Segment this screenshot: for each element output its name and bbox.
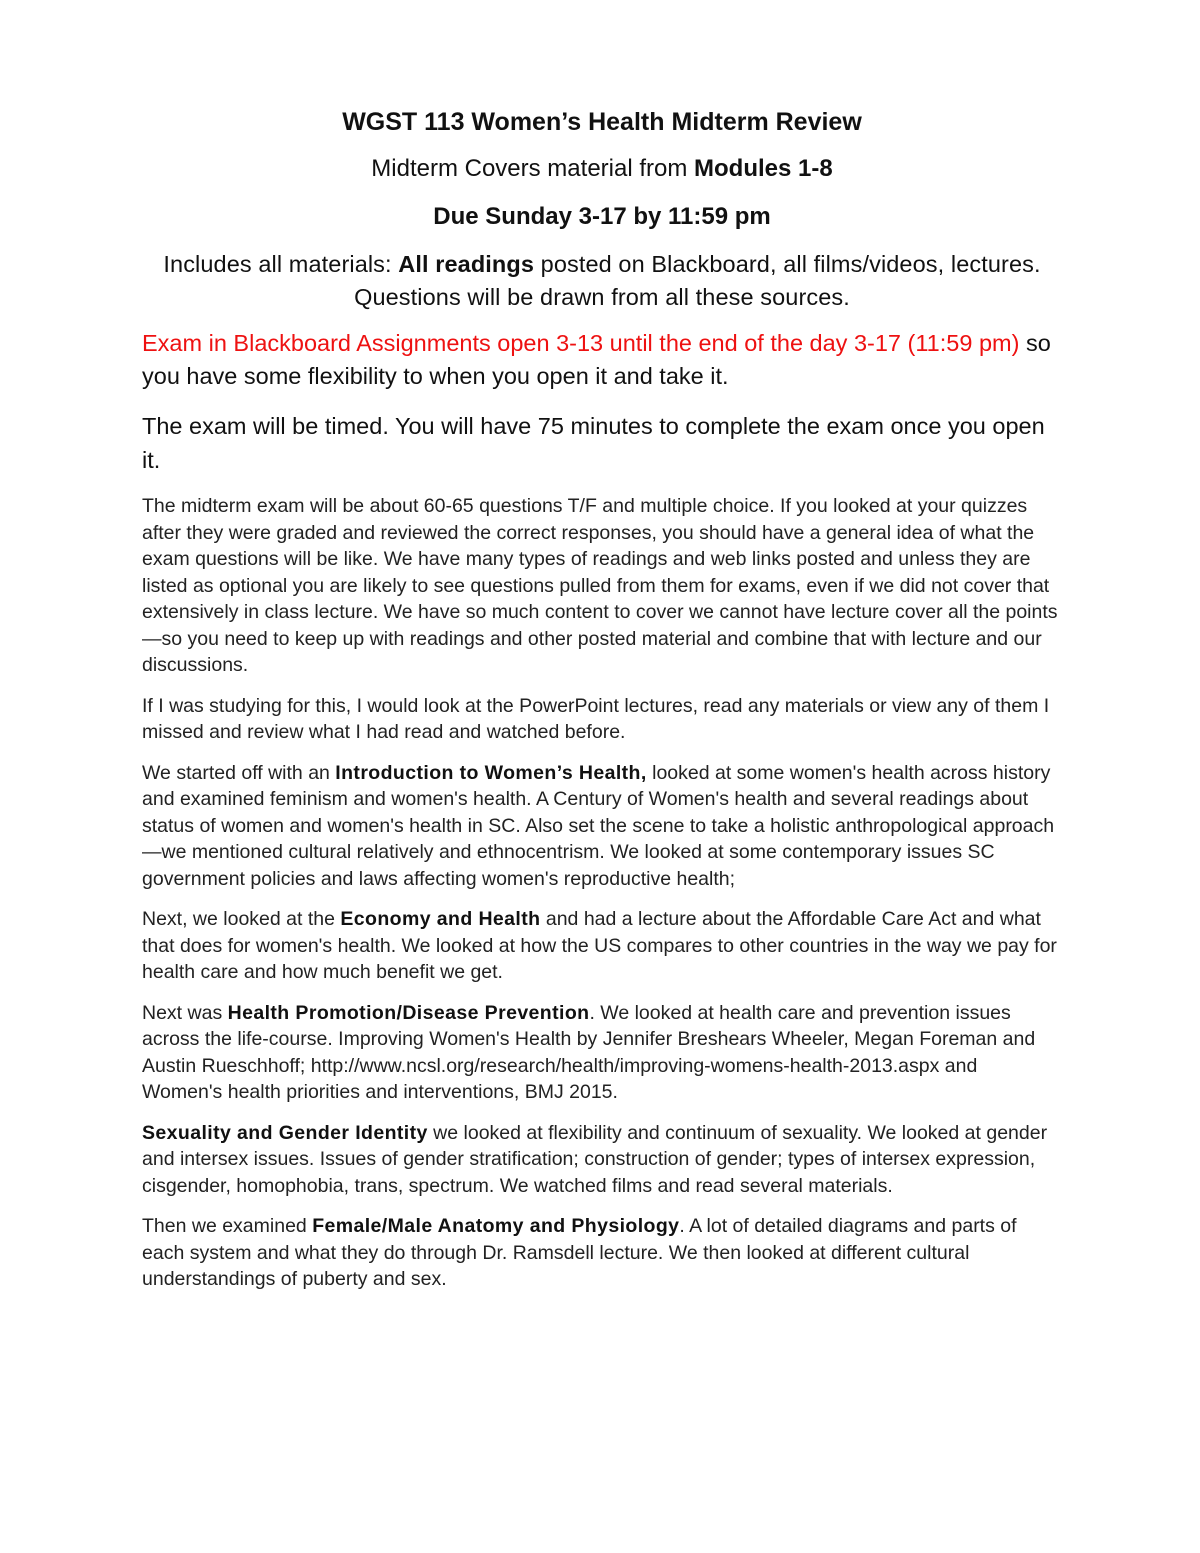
p7-suffix: . A lot of detailed diagrams and parts of each system and what they do through Dr. Ramsdell lecture. We then looked at different cultural understandings of puberty and sex. bbox=[142, 1215, 1017, 1290]
paragraph-exam-format: The midterm exam will be about 60-65 questions T/F and multiple choice. If you looked at your quizzes after they were graded and reviewed the correct responses, you should have a general idea of what the exam questions will be like. We have many types of readings and web links posted and unless they are listed as optional you are likely to see questions pulled from them for exams, even if we did not cover that extensively in class lecture. We have so much content to cover we cannot have lecture cover all the points—so you need to keep up with readings and other posted material and combine that with lecture and our discussions. bbox=[142, 495, 1058, 676]
exam-window-notice bbox=[142, 327, 1062, 393]
p3-topic: Introduction to Women’s Health, bbox=[335, 761, 647, 784]
p4-suffix: and had a lecture about the Affordable Care Act and what that does for women's health. We looked at how the US compares to other countries in the way we pay for health care and how much benefit we get. bbox=[142, 908, 1057, 983]
exam-window-highlight: Exam in Blackboard Assignments open 3-13 until the end of the day 3-17 (11:59 pm) bbox=[142, 330, 1020, 356]
paragraph-anatomy bbox=[142, 1213, 1062, 1293]
document-page bbox=[142, 104, 1062, 1307]
document-title: WGST 113 Women’s Health Midterm Review bbox=[342, 108, 862, 136]
p3-suffix: looked at some women's health across history and examined feminism and women's health. A Century of Women's health and several readings about status of women and women's health in SC. Also set the scene to take a holistic anthropological approach—we mentioned cultural relatively and ethnocentrism. We looked at some contemporary issues SC government policies and laws affecting women's reproductive health; bbox=[142, 761, 1055, 890]
paragraph-sexuality bbox=[142, 1120, 1062, 1200]
p6-suffix: we looked at flexibility and continuum of sexuality. We looked at gender and intersex issues. Issues of gender stratification; construction of gender; types of intersex expression, cisgender, homophobia, trans, spectrum. We watched films and read several materials. bbox=[142, 1121, 1048, 1197]
paragraph-introduction bbox=[142, 760, 1062, 893]
p6-topic: Sexuality and Gender Identity bbox=[142, 1121, 428, 1144]
paragraph-health-promotion bbox=[142, 1000, 1062, 1106]
p5-suffix: . We looked at health care and prevention issues across the life-course. Improving Women's Health by Jennifer Breshears Wheeler, Megan Foreman and Austin Rueschhoff; http://www.ncsl.org/research/health/improving-womens-health-2013.aspx and Women's health priorities and interventions, BMJ 2015. bbox=[142, 1001, 1036, 1103]
timed-notice: The exam will be timed. You will have 75 minutes to complete the exam once you open it. bbox=[142, 413, 1045, 473]
includes-readings: All readings bbox=[398, 251, 535, 277]
p7-topic: Female/Male Anatomy and Physiology bbox=[312, 1215, 680, 1237]
covers-modules: Modules 1-8 bbox=[694, 155, 833, 182]
covers-prefix: Midterm Covers material from bbox=[371, 155, 695, 182]
p4-prefix: Next, we looked at the bbox=[142, 908, 341, 930]
materials-included bbox=[142, 248, 1062, 314]
modules-covered bbox=[142, 152, 1062, 186]
p4-topic: Economy and Health bbox=[340, 908, 541, 930]
includes-prefix: Includes all materials: bbox=[163, 251, 399, 277]
paragraph-study-advice: If I was studying for this, I would look at the PowerPoint lectures, read any materials or view any of them I missed and review what I had read and watched before. bbox=[142, 694, 1050, 743]
exam-window-rest: so you have some flexibility to when you open it and take it. bbox=[142, 330, 1051, 389]
p5-prefix: Next was bbox=[142, 1001, 228, 1024]
includes-suffix: posted on Blackboard, all films/videos, lectures. Questions will be drawn from all these sources. bbox=[354, 251, 1041, 310]
paragraph-economy bbox=[142, 906, 1062, 986]
due-date: Due Sunday 3-17 by 11:59 pm bbox=[433, 203, 771, 230]
p3-prefix: We started off with an bbox=[142, 761, 336, 784]
p7-prefix: Then we examined bbox=[142, 1215, 313, 1237]
p5-topic: Health Promotion/Disease Prevention bbox=[227, 1001, 590, 1024]
